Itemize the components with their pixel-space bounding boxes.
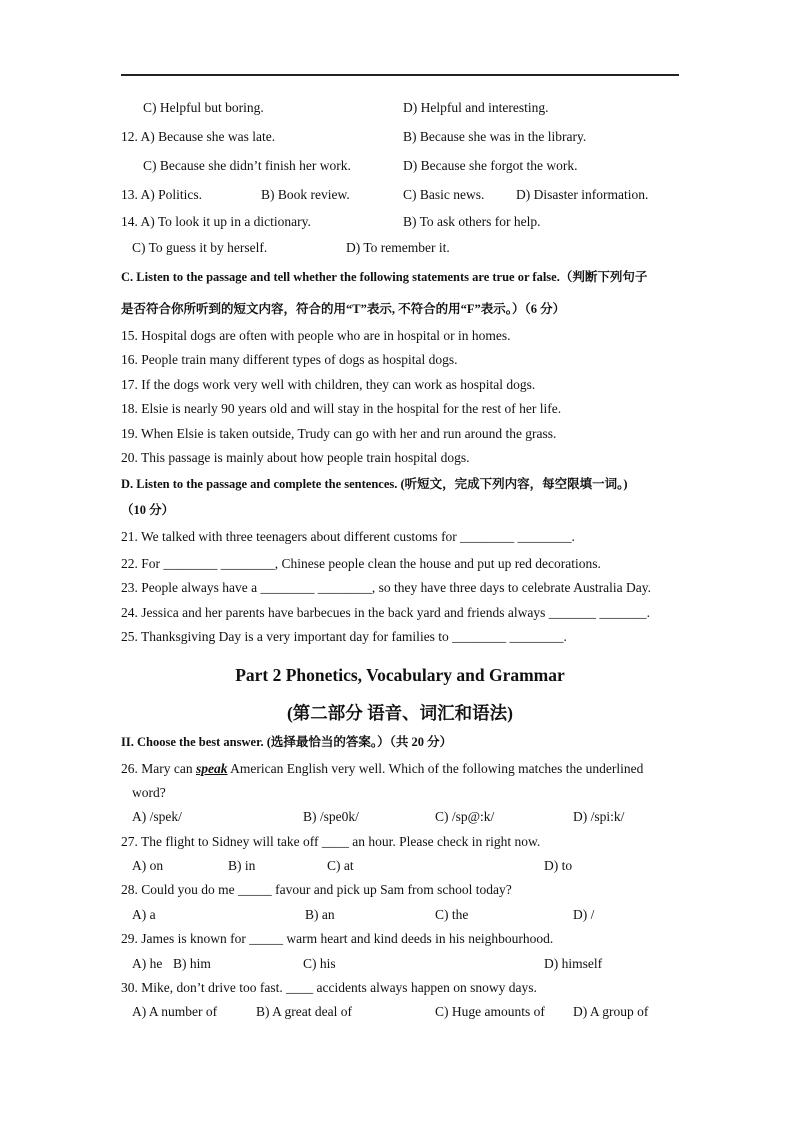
q12-option-a: 12. A) Because she was late. xyxy=(121,129,276,144)
q29-option-d: D) himself xyxy=(544,956,603,971)
sentence-22: 22. For ________ ________, Chinese people clean the house and put up red decorations. xyxy=(121,556,601,571)
q29-option-b: B) him xyxy=(173,956,211,971)
q30-option-c: C) Huge amounts of xyxy=(435,1004,545,1019)
q26-option-d: D) /spi:k/ xyxy=(573,809,625,824)
q27-option-b: B) in xyxy=(228,858,256,873)
statement-19: 19. When Elsie is taken outside, Trudy can go with her and run around the grass. xyxy=(121,426,557,441)
q29-question: 29. James is known for _____ warm heart and kind deeds in his neighbourhood. xyxy=(121,931,554,946)
section-c-instruction-line2: 是否符合你所听到的短文内容，符合的用“T”表示, 不符合的用“F”表示。）（6 分） xyxy=(121,302,566,316)
q28-option-a: A) a xyxy=(132,907,156,922)
q28-option-b: B) an xyxy=(305,907,335,922)
q12-option-c: C) Because she didn’t finish her work. xyxy=(143,158,351,173)
q29-option-c: C) his xyxy=(303,956,336,971)
q27-question: 27. The flight to Sidney will take off ____ an hour. Please check in right now. xyxy=(121,834,541,849)
statement-17: 17. If the dogs work very well with children, they can work as hospital dogs. xyxy=(121,377,536,392)
header-rule xyxy=(121,74,679,76)
q13-option-d: D) Disaster information. xyxy=(516,187,649,202)
q14-option-d: D) To remember it. xyxy=(346,240,450,255)
sentence-21: 21. We talked with three teenagers about different customs for ________ ________. xyxy=(121,529,575,544)
section-d-instruction-line1: D. Listen to the passage and complete the sentences. (听短文，完成下列内容，每空限填一词。) xyxy=(121,477,628,491)
q11-option-c: C) Helpful but boring. xyxy=(143,100,264,115)
q11-option-d: D) Helpful and interesting. xyxy=(403,100,549,115)
q26-question xyxy=(121,761,643,777)
q26-text-post: American English very well. Which of the following matches the underlined xyxy=(227,761,644,776)
q28-question: 28. Could you do me _____ favour and pick up Sam from school today? xyxy=(121,882,512,897)
q14-option-a: 14. A) To look it up in a dictionary. xyxy=(121,214,311,229)
sentence-24: 24. Jessica and her parents have barbecues in the back yard and friends always _______ _______. xyxy=(121,605,650,620)
statement-18: 18. Elsie is nearly 90 years old and will stay in the hospital for the rest of her life. xyxy=(121,401,562,416)
statement-16: 16. People train many different types of dogs as hospital dogs. xyxy=(121,352,458,367)
q13-option-c: C) Basic news. xyxy=(403,187,485,202)
q30-option-b: B) A great deal of xyxy=(256,1004,352,1019)
q26-question-cont: word? xyxy=(132,785,166,800)
q27-option-d: D) to xyxy=(544,858,573,873)
sentence-25: 25. Thanksgiving Day is a very important day for families to ________ ________. xyxy=(121,629,567,644)
q26-option-b: B) /spe0k/ xyxy=(303,809,359,824)
part2-subtitle: (第二部分 语音、词汇和语法) xyxy=(286,703,514,723)
section-ii-instruction: II. Choose the best answer. (选择最恰当的答案。）（共 20 分） xyxy=(121,735,453,749)
q26-option-c: C) /sp@:k/ xyxy=(435,809,495,824)
q28-option-c: C) the xyxy=(435,907,469,922)
section-c-instruction-line1: C. Listen to the passage and tell whether the following statements are true or false.（判断下列句子 xyxy=(121,270,648,284)
q27-option-c: C) at xyxy=(327,858,354,873)
statement-15: 15. Hospital dogs are often with people who are in hospital or in homes. xyxy=(121,328,511,343)
q26-underlined-word: speak xyxy=(195,761,228,776)
statement-20: 20. This passage is mainly about how people train hospital dogs. xyxy=(121,450,470,465)
q14-option-b: B) To ask others for help. xyxy=(403,214,541,229)
q13-option-a: 13. A) Politics. xyxy=(121,187,203,202)
q30-question: 30. Mike, don’t drive too fast. ____ accidents always happen on snowy days. xyxy=(121,980,537,995)
section-d-instruction-line2: （10 分） xyxy=(121,503,175,517)
sentence-23: 23. People always have a ________ ________, so they have three days to celebrate Australia Day. xyxy=(121,580,651,595)
q12-option-d: D) Because she forgot the work. xyxy=(403,158,578,173)
q30-option-a: A) A number of xyxy=(132,1004,218,1019)
part2-title: Part 2 Phonetics, Vocabulary and Grammar xyxy=(235,665,565,685)
q28-option-d: D) / xyxy=(573,907,595,922)
q30-option-d: D) A group of xyxy=(573,1004,649,1019)
q26-text-pre: 26. Mary can xyxy=(121,761,196,776)
q27-option-a: A) on xyxy=(132,858,164,873)
q13-option-b: B) Book review. xyxy=(261,187,350,202)
q12-option-b: B) Because she was in the library. xyxy=(403,129,587,144)
q29-option-a: A) he xyxy=(132,956,163,971)
q14-option-c: C) To guess it by herself. xyxy=(132,240,268,255)
q26-option-a: A) /spek/ xyxy=(132,809,182,824)
